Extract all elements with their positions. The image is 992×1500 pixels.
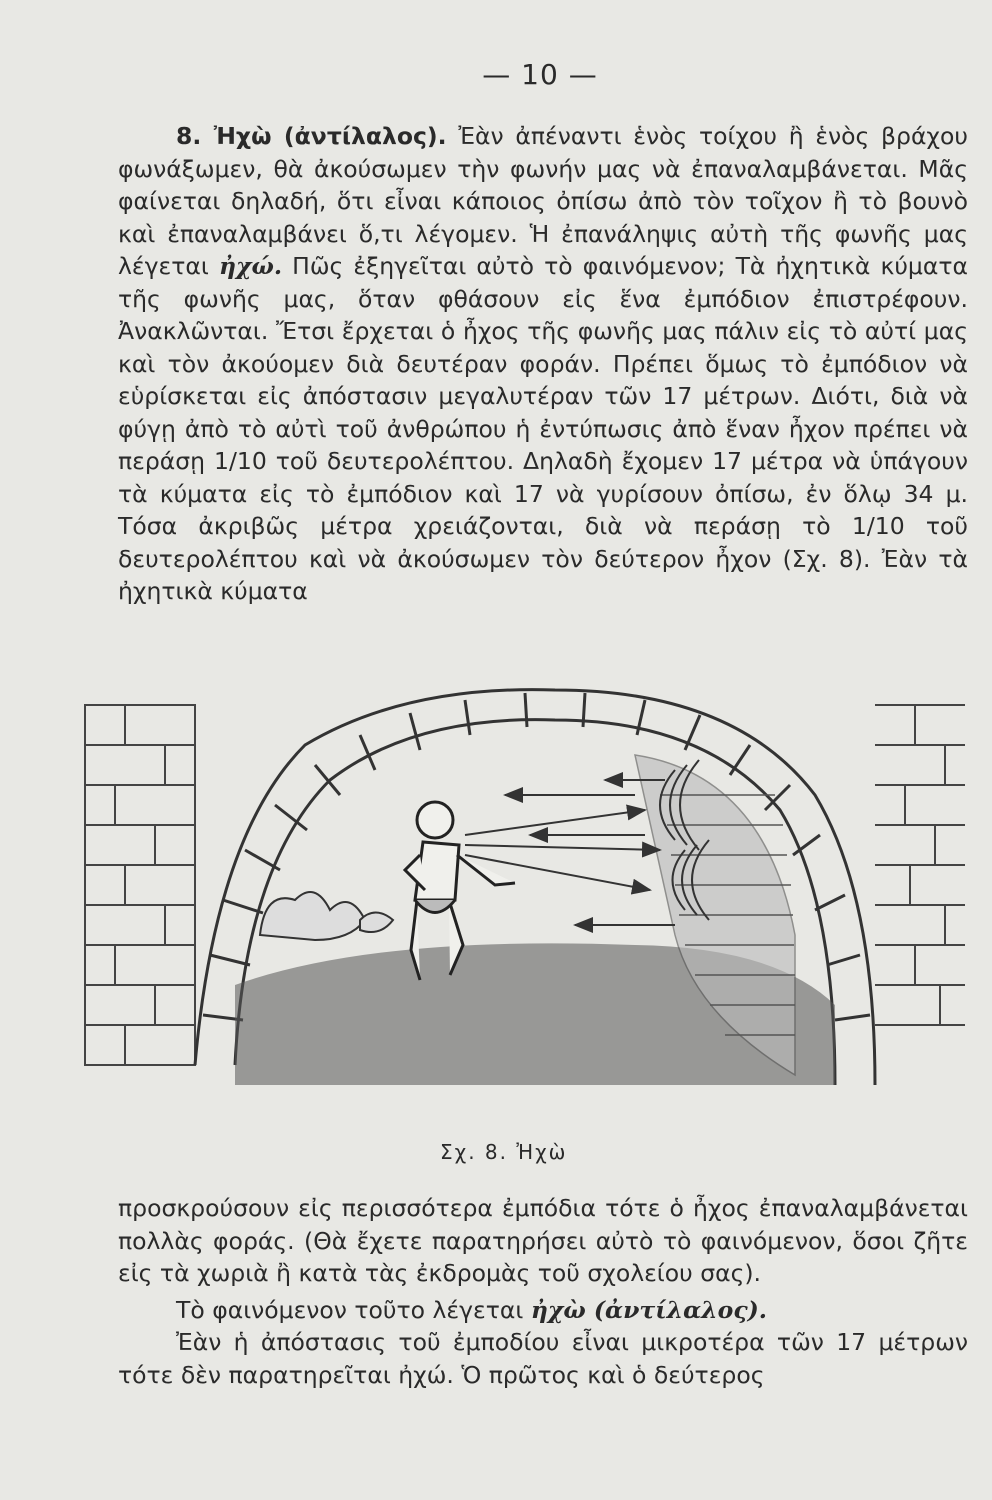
section-text: Ἐὰν ἀπέναντι ἑνὸς τοίχου ἢ ἑνὸς βράχου φωνάξωμεν, θὰ ἀκούσωμεν τὴν φωνήν μας νὰ ἐπαναλαμβάνεται. Μᾶς φαίνεται δηλαδή, ὅτι εἶναι κάποιος ὀπίσω ἀπὸ τὸν τοῖχον ἢ τὸ βουνὸ καὶ ἐπαναλαμβάνει ὅ,τι λέγομεν. Ἡ ἐπανάληψις αὐτὴ τῆς φωνῆς μας λέγεται (118, 122, 968, 280)
page-number: — 10 — (482, 58, 598, 91)
after-figure-text (118, 1192, 968, 1391)
echo-term: ἠχώ. (218, 252, 283, 280)
paragraph-1: προσκρούσουν εἰς περισσότερα ἐμπόδια τότε ὁ ἦχος ἐπαναλαμβάνεται πολλὰς φοράς. (Θὰ ἔχετε παρατηρήσει αὐτὸ τὸ φαινόμενον, ὅσοι ζῆτε εἰς τὰ χωριὰ ἢ κατὰ τὰς ἐκδρομὰς τοῦ σχολείου σας). (118, 1194, 968, 1287)
paragraph-2-text: Τὸ φαινόμενον τοῦτο λέγεται (176, 1295, 531, 1324)
paragraph-2 (118, 1294, 968, 1327)
section-text-continued: Πῶς ἐξηγεῖται αὐτὸ τὸ φαινόμενον; Τὰ ἠχητικὰ κύματα τῆς φωνῆς μας, ὅταν φθάσουν εἰς ἕνα ἐμπόδιον ἐπιστρέφουν. Ἀνακλῶνται. Ἔτσι ἔρχεται ὁ ἦχος τῆς φωνῆς μας πάλιν εἰς τὸ αὐτί μας καὶ τὸν ἀκούομεν διὰ δευτέραν φοράν. Πρέπει ὅμως τὸ ἐμπόδιον νὰ εὑρίσκεται εἰς ἀπόστασιν μεγαλυτέραν τῶν 17 μέτρων. Διότι, διὰ νὰ φύγῃ ἀπὸ τὸ αὐτὶ τοῦ ἀνθρώπου ἡ ἐντύπωσις ἀπὸ ἕναν ἦχον πρέπει νὰ περάσῃ 1/10 τοῦ δευτερολέπτου. Δηλαδὴ ἔχομεν 17 μέτρα νὰ ὑπάγουν τὰ κύματα εἰς τὸ ἐμπόδιον καὶ 17 νὰ γυρίσουν ὀπίσω, ἐν ὅλῳ 34 μ. Τόσα ἀκριβῶς μέτρα χρειάζονται, διὰ νὰ περάσῃ τὸ 1/10 τοῦ δευτερολέπτου καὶ νὰ ἀκούσωμεν τὸν δεύτερον ἦχον (Σχ. 8). Ἐὰν τὰ ἠχητικὰ κύματα (118, 252, 968, 605)
section-8-text (118, 120, 968, 608)
bushes (260, 892, 393, 940)
echo-term-2: ἠχὼ (ἀντίλαλος). (530, 1295, 767, 1324)
left-brick-wall (85, 705, 195, 1065)
section-paragraph (118, 120, 968, 608)
section-heading: 8. Ἠχὼ (ἀντίλαλος). (176, 122, 447, 150)
right-brick-wall (875, 705, 965, 1025)
sound-arrows (465, 780, 675, 925)
figure-caption: Σχ. 8. Ἠχὼ (440, 1140, 568, 1164)
paragraph-3: Ἐὰν ἡ ἀπόστασις τοῦ ἐμποδίου εἶναι μικροτέρα τῶν 17 μέτρων τότε δὲν παρατηρεῖται ἠχώ. Ὁ πρῶτος καὶ ὁ δεύτερος (118, 1328, 968, 1389)
echo-illustration (75, 685, 975, 1125)
